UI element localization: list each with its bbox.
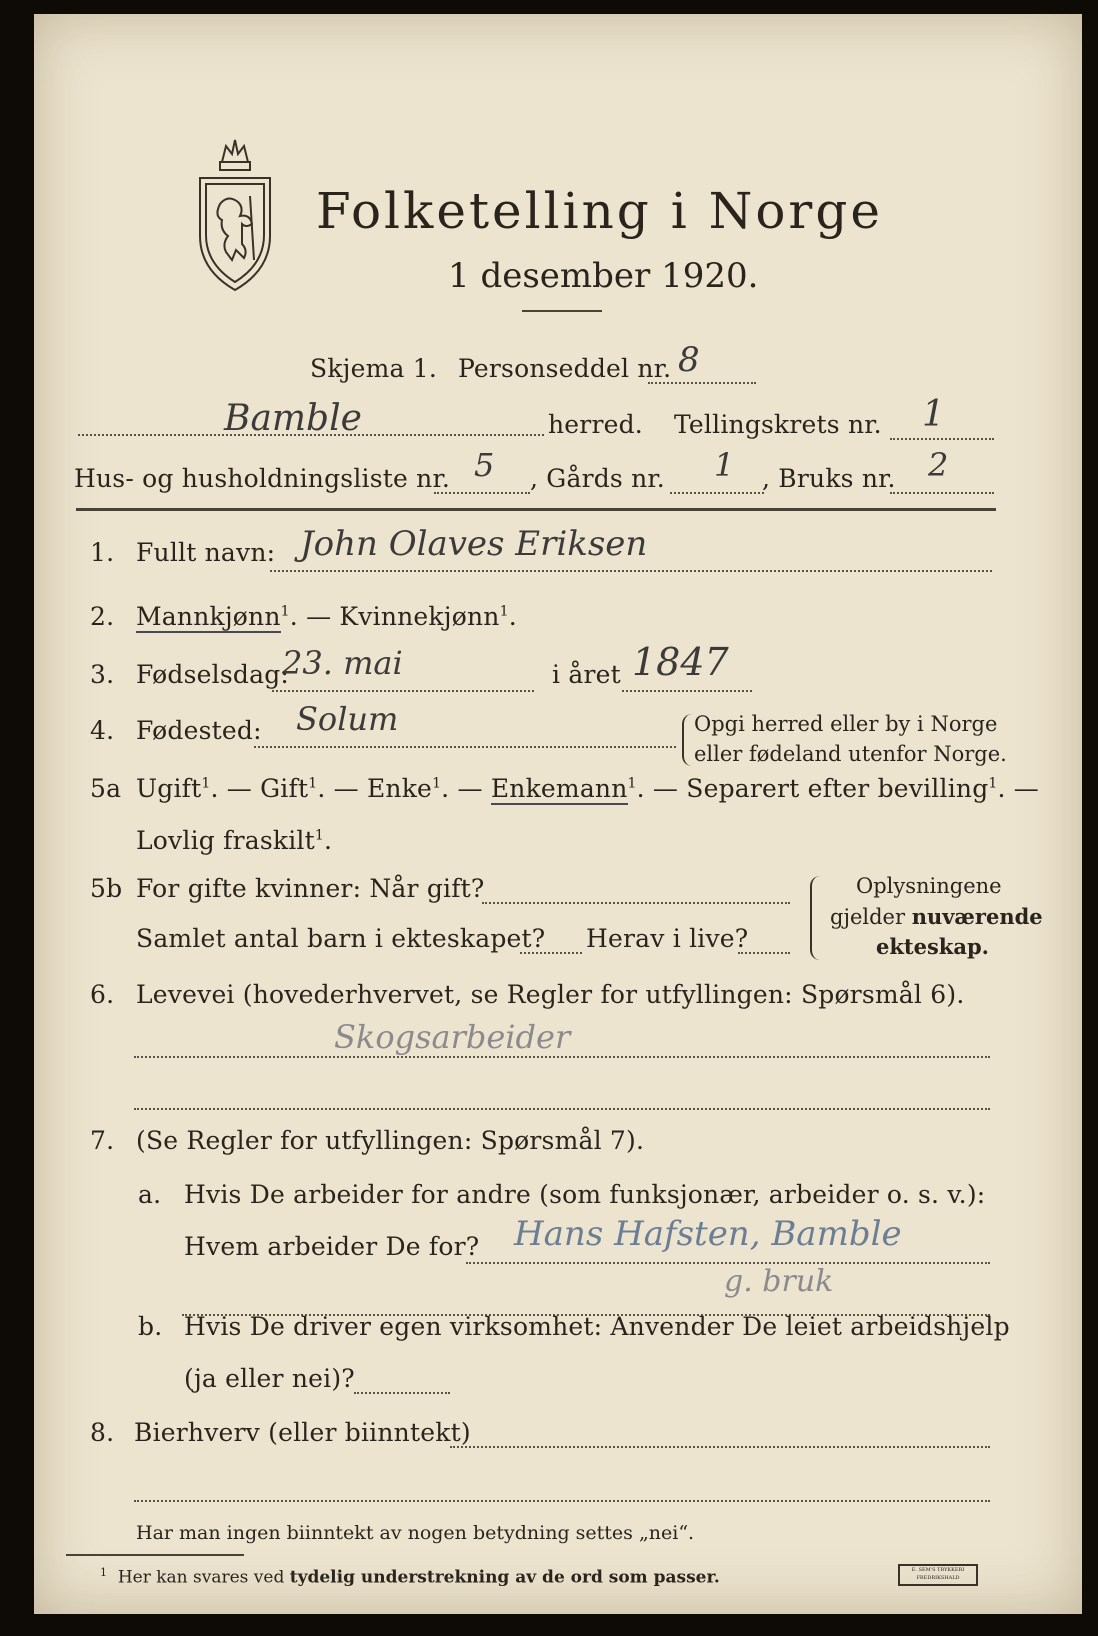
occupation-line2 (134, 1108, 990, 1110)
bruks-line (890, 492, 994, 494)
q5b-children-label: Samlet antal barn i ekteskapet? (136, 924, 546, 953)
children-alive-line (738, 952, 790, 954)
q7b-line2: (ja eller nei)? (184, 1364, 355, 1393)
q7b-line1: Hvis De driver egen virksomhet: Anvender De leiet arbeidshjelp (184, 1312, 1010, 1341)
birthplace-value[interactable]: Solum (296, 700, 399, 738)
footnote-divider (66, 1554, 244, 1556)
q5a-options: Ugift$^1$. — Gift$^1$. — Enke$^1$. — Enkemann$^1$. — Separert efter bevilling$^1$. — (136, 774, 1040, 803)
status-unmarried[interactable]: Ugift (136, 774, 202, 803)
no-income-note: Har man ingen biinntekt av nogen betydning settes „nei“. (136, 1522, 695, 1544)
hired-help-line (354, 1392, 450, 1394)
status-divorced[interactable]: Lovlig fraskilt (136, 826, 315, 855)
herred-value[interactable]: Bamble (224, 398, 362, 439)
tellingskrets-line (890, 438, 994, 440)
married-when-line (482, 902, 790, 904)
q3-number: 3. (90, 660, 115, 689)
status-widow[interactable]: . — Enke (317, 774, 433, 803)
q7a-line2: Hvem arbeider De for? (184, 1232, 480, 1261)
q5b-note1: Oplysningene (856, 874, 1002, 898)
bruks-value[interactable]: 2 (928, 446, 949, 484)
q1-label: Fullt navn: (136, 538, 276, 567)
q4-note-line1: Opgi herred eller by i Norge (694, 712, 998, 736)
q8-number: 8. (90, 1418, 115, 1447)
personseddel-line (648, 382, 756, 384)
birthyear-value[interactable]: 1847 (632, 640, 729, 684)
q6-number: 6. (90, 980, 115, 1009)
q7b-number: b. (138, 1312, 163, 1341)
q3-label: Fødselsdag: (136, 660, 290, 689)
birthday-value[interactable]: 23. mai (282, 644, 403, 682)
occupation-value[interactable]: Skogsarbeider (334, 1018, 571, 1056)
q5a-line2: Lovlig fraskilt$^1$. (136, 826, 333, 855)
q5a-number: 5a (90, 774, 122, 803)
census-form-sheet (34, 14, 1082, 1614)
employer-value2[interactable]: g. bruk (724, 1264, 834, 1299)
q7-number: 7. (90, 1126, 115, 1155)
q5b-brace (810, 876, 822, 960)
q5b-line1: For gifte kvinner: Når gift? (136, 874, 485, 903)
header-divider (76, 508, 996, 511)
gender-female-option[interactable]: Kvinnekjønn (339, 602, 500, 631)
gards-label: , Gårds nr. (530, 464, 665, 493)
form-date: 1 desember 1920. (448, 256, 759, 296)
birthplace-line (254, 746, 676, 748)
footnote: $^1$ Her kan svares ved tydelig understrekning av de ord som passer. (100, 1566, 720, 1588)
side-income-line (450, 1446, 990, 1448)
skjema-label: Skjema 1. (310, 354, 438, 383)
birthday-line (272, 690, 534, 692)
q8-label: Bierhverv (eller biinntekt) (134, 1418, 471, 1447)
hus-value[interactable]: 5 (474, 446, 495, 484)
birthyear-line (622, 690, 752, 692)
status-separated[interactable]: . — Separert efter bevilling (636, 774, 989, 803)
hus-line (434, 492, 530, 494)
occupation-line (134, 1056, 990, 1058)
side-income-line2 (134, 1500, 990, 1502)
personseddel-label: Personseddel nr. (458, 354, 672, 383)
q5b-number: 5b (90, 874, 123, 903)
q4-brace (682, 714, 692, 766)
q4-note-line2: eller fødeland utenfor Norge. (694, 742, 1007, 766)
children-count-line (520, 952, 582, 954)
q3-year-label: i året (552, 660, 621, 689)
q6-label: Levevei (hovederhvervet, se Regler for utfyllingen: Spørsmål 6). (136, 980, 965, 1009)
q2-number: 2. (90, 602, 115, 631)
hus-label: Hus- og husholdningsliste nr. (74, 464, 451, 493)
herred-label: herred. (548, 410, 643, 439)
coat-of-arms-icon (192, 132, 278, 294)
tellingskrets-label: Tellingskrets nr. (674, 410, 882, 439)
printer-stamp: E. SEM'S TRYKKERI FREDRIKSHALD (898, 1564, 978, 1586)
q4-number: 4. (90, 716, 115, 745)
personseddel-value[interactable]: 8 (678, 340, 700, 380)
employer-value[interactable]: Hans Hafsten, Bamble (514, 1214, 902, 1254)
bruks-label: , Bruks nr. (762, 464, 896, 493)
status-married[interactable]: . — Gift (210, 774, 309, 803)
q5b-note3: ekteskap. (876, 934, 989, 959)
full-name-value[interactable]: John Olaves Eriksen (300, 524, 648, 564)
q7a-number: a. (138, 1180, 162, 1209)
q5b-alive-label: Herav i live? (586, 924, 749, 953)
gender-male-option[interactable]: Mannkjønn (136, 602, 281, 631)
status-widower[interactable]: Enkemann (490, 774, 628, 803)
form-title: Folketelling i Norge (316, 182, 883, 240)
q2-gender-options: Mannkjønn$^1$. — Kvinnekjønn$^1$. (136, 602, 517, 631)
q5b-note2: gjelder nuværende (830, 904, 1043, 929)
q4-label: Fødested: (136, 716, 262, 745)
q7-label: (Se Regler for utfyllingen: Spørsmål 7). (136, 1126, 645, 1155)
gards-value[interactable]: 1 (714, 446, 735, 484)
title-divider (522, 310, 602, 312)
q7a-line1: Hvis De arbeider for andre (som funksjonær, arbeider o. s. v.): (184, 1180, 986, 1209)
q1-number: 1. (90, 538, 115, 567)
gards-line (670, 492, 764, 494)
q1-line (270, 570, 992, 572)
tellingskrets-value[interactable]: 1 (922, 394, 945, 435)
